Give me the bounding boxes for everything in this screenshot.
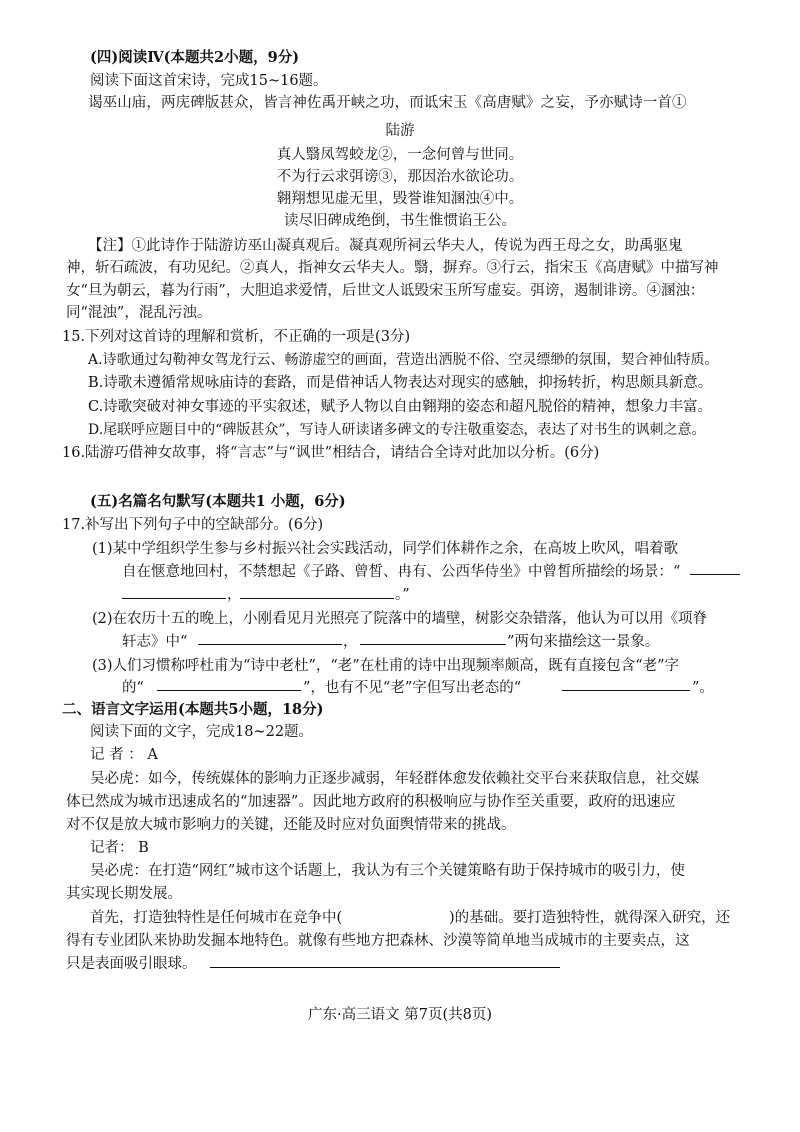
para3-answer-blank[interactable] — [210, 967, 560, 968]
q15-option-b: B.诗歌未遵循常规咏庙诗的套路，而是借神话人物表达对现实的感触，抑扬转折，构思颇具新意。 — [88, 375, 713, 391]
q17-item1-end: 。” — [395, 587, 410, 603]
part2-heading: 二、语言文字运用(本题共5小题，18分) — [62, 701, 324, 718]
q17-item1-blank-b[interactable] — [240, 598, 394, 599]
poem-author: 陆游 — [385, 123, 415, 139]
reporter-a: 记 者 ： A — [90, 747, 158, 763]
q17-item1-line1: (1)某中学组织学生参与乡村振兴社会实践活动，同学们体耕作之余，在高坡上吹风，唱着歌 — [92, 541, 679, 557]
q15-stem: 15.下列对这首诗的理解和赏析，不正确的一项是(3分) — [62, 329, 411, 345]
poem-line-1: 真人翳凤驾蛟龙②，一念何曾与世同。 — [276, 147, 524, 163]
q17-item3-line2-start: 的“ — [122, 680, 144, 696]
q17-item3-line1: (3)人们习惯称呼杜甫为“诗中老杜”，“老”在杜甫的诗中出现频率颇高，既有直接包含“老”字 — [92, 658, 680, 674]
q17-item3-blank-a[interactable] — [157, 690, 301, 691]
poem-line-2: 不为行云求弭谤③，那因治水欲论功。 — [276, 169, 524, 185]
note-line-4: 同“混浊”，混乱污浊。 — [66, 305, 212, 321]
q17-item1-line2: 自在惬意地回村，不禁想起《子路、曾皙、冉有、公西华侍坐》中曾皙所描绘的场景：“ — [122, 564, 681, 580]
q17-stem: 17.补写出下列句子中的空缺部分。(6分) — [62, 517, 324, 533]
wu-reply1-line2: 体已然成为城市迅速成名的“加速器”。因此地方政府的积极响应与协作至关重要，政府的迅速应 — [66, 794, 676, 810]
section4-heading: (四)阅读Ⅳ(本题共2小题，9分) — [90, 49, 300, 66]
q17-item2-blank-b[interactable] — [360, 644, 506, 645]
q17-item2-blank-a[interactable] — [198, 644, 342, 645]
poem-preface: 谒巫山庙，两庑碑版甚众，皆言神佐禹开峡之功，而诋宋玉《高唐赋》之妄，予亦赋诗一首① — [88, 95, 687, 111]
note-line-3: 女“旦为朝云，暮为行雨”，大胆追求爱情，后世文人诋毁宋玉所写虚妄。弭谤，遏制诽谤。④溷浊： — [66, 283, 705, 299]
q17-item2-line2-end: ”两句来描绘这一景象。 — [507, 634, 660, 650]
q16-stem: 16.陆游巧借神女故事，将“言志”与“讽世”相结合，请结合全诗对此加以分析。(6分) — [62, 445, 600, 461]
para3-line1-end: )的基础。要打造独特性，就得深入研究，还 — [449, 910, 731, 926]
q17-item1-separator: ， — [227, 587, 242, 603]
part2-intro: 阅读下面的文字，完成18~22题。 — [90, 724, 314, 740]
wu-reply1-line1: 吴必虎：如今，传统媒体的影响力正逐步减弱，年轻群体愈发依赖社交平台来获取信息，社交媒 — [90, 771, 699, 787]
q17-item3-blank-b[interactable] — [562, 690, 690, 691]
note-line-1: 【注】①此诗作于陆游访巫山凝真观后。凝真观所祠云华夫人，传说为西王母之女，助禹驱鬼 — [88, 238, 683, 254]
poem-line-3: 翱翔想见虚无里，毁誉谁知溷浊④中。 — [276, 191, 524, 207]
section4-intro: 阅读下面这首宋诗，完成15~16题。 — [90, 73, 328, 89]
reporter-b: 记者： B — [90, 840, 149, 856]
wu-reply1-line3: 对不仅是放大城市影响力的关键，还能及时应对负面舆情带来的挑战。 — [66, 817, 516, 833]
note-line-2: 神，斩石疏波，有功见纪。②真人，指神女云华夫人。翳，摒弃。③行云，指宋玉《高唐赋》中描写神 — [66, 260, 719, 276]
wu-reply2-line1: 吴必虎：在打造“网红”城市这个话题上，我认为有三个关键策略有助于保持城市的吸引力，使 — [90, 863, 685, 879]
q17-item3-line2-end: ”。 — [692, 680, 714, 696]
q17-item2-separator: ， — [343, 634, 358, 650]
q17-item1-blank-a-end[interactable] — [690, 574, 740, 575]
section5-heading: (五)名篇名句默写(本题共1 小题，6分) — [90, 493, 346, 510]
para3-line3: 只是表面吸引眼球。 — [66, 956, 197, 972]
q17-item1-blank-a[interactable] — [122, 598, 226, 599]
q17-item2-line1: (2)在农历十五的晚上，小刚看见月光照亮了院落中的墙壁，树影交杂错落，他认为可以用《项脊 — [92, 611, 708, 627]
para3-line2: 得有专业团队来协助发掘本地特色。就像有些地方把森林、沙漠等简单地当成城市的主要卖点，这 — [66, 933, 690, 949]
q15-option-c: C.诗歌突破对神女事迹的平实叙述，赋予人物以自由翱翔的姿态和超凡脱俗的精神，想象力丰富。 — [88, 399, 713, 415]
page-footer: 广东·高三语文 第7页(共8页) — [308, 1007, 492, 1023]
para3-line1-start: 首先，打造独特性是任何城市在竞争中( — [90, 910, 343, 926]
q17-item3-line2-mid: ”，也有不见“老”字但写出老态的“ — [303, 680, 522, 696]
poem-line-4: 读尽旧碑成绝倒，书生惟惯谄王公。 — [284, 213, 516, 229]
q15-option-a: A.诗歌通过勾勒神女驾龙行云、畅游虚空的画面，营造出洒脱不俗、空灵缥缈的氛围，契合神仙特质。 — [88, 352, 719, 368]
q15-option-d: D.尾联呼应题目中的“碑版甚众”，写诗人研读诸多碑文的专注敬重姿态，表达了对书生的讽刺之意。 — [88, 422, 706, 438]
q17-item2-line2-start: 轩志》中“ — [122, 634, 188, 650]
wu-reply2-line2: 其实现长期发展。 — [66, 886, 182, 902]
